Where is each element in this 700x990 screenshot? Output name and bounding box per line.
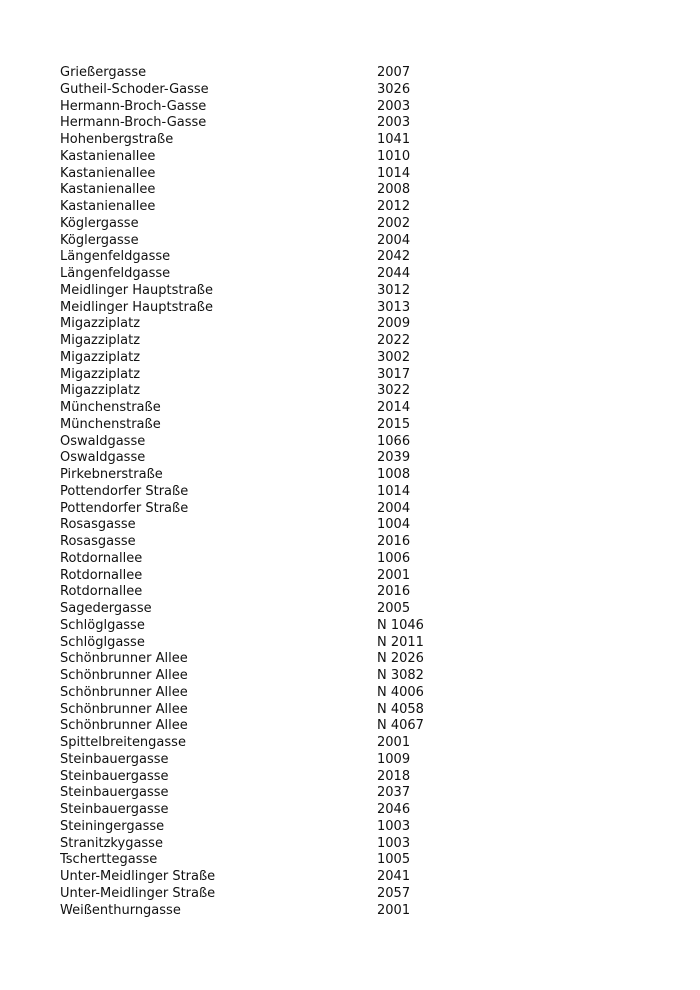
list-row (60, 115, 480, 132)
house-number: 1005 (377, 852, 411, 868)
street-name: Schönbrunner Allee (60, 668, 188, 683)
list-row (60, 132, 480, 149)
house-number: 2001 (377, 567, 411, 583)
house-number: N 1046 (377, 617, 424, 633)
house-number: 1003 (377, 818, 411, 834)
street-name: Pirkebnerstraße (60, 467, 163, 482)
list-row (60, 216, 480, 233)
house-number: 2057 (377, 885, 411, 901)
list-row (60, 534, 480, 551)
house-number: 2003 (377, 98, 411, 114)
street-name: Oswaldgasse (60, 450, 146, 466)
house-number: 2041 (377, 869, 411, 884)
list-row (60, 149, 480, 166)
street-name: Migazziplatz (60, 316, 141, 332)
street-name: Stranitzkygasse (60, 835, 163, 851)
list-row (60, 852, 480, 869)
list-row (60, 484, 480, 501)
street-name: Hermann-Broch-Gasse (60, 98, 207, 114)
street-name: Kastanienallee (60, 165, 156, 181)
house-number: 1010 (377, 148, 411, 164)
house-number: 1006 (377, 550, 411, 566)
house-number: 2004 (377, 232, 411, 248)
street-name: Kastanienallee (60, 199, 156, 214)
list-row (60, 417, 480, 434)
list-row (60, 199, 480, 216)
house-number: 2009 (377, 316, 411, 332)
house-number: N 2011 (377, 634, 424, 650)
house-number: 2016 (377, 584, 411, 600)
list-row (60, 283, 480, 300)
street-name: Kastanienallee (60, 182, 156, 198)
list-row (60, 182, 480, 199)
street-name: Spittelbreitengasse (60, 735, 186, 750)
house-number: 1014 (377, 483, 411, 499)
list-row (60, 752, 480, 769)
house-number: 1041 (377, 132, 411, 147)
house-number: 1014 (377, 165, 411, 181)
street-name: Sagedergasse (60, 601, 152, 616)
street-name: Schönbrunner Allee (60, 701, 188, 717)
list-row (60, 333, 480, 350)
list-row (60, 651, 480, 668)
house-number: 2012 (377, 199, 411, 214)
street-name: Unter-Meidlinger Straße (60, 869, 216, 884)
house-number: 2016 (377, 534, 411, 549)
street-name: Rotdornallee (60, 550, 143, 566)
list-row (60, 618, 480, 635)
list-row (60, 367, 480, 384)
street-name: Rosasgasse (60, 517, 136, 533)
list-row (60, 886, 480, 903)
house-number: N 4006 (377, 684, 424, 700)
list-row (60, 233, 480, 250)
list-row (60, 467, 480, 484)
house-number: 2014 (377, 400, 411, 415)
list-row (60, 316, 480, 333)
list-row (60, 65, 480, 82)
street-name: Rotdornallee (60, 584, 143, 600)
list-row (60, 836, 480, 853)
list-row (60, 635, 480, 652)
house-number: N 3082 (377, 668, 424, 683)
list-row (60, 718, 480, 735)
house-number: 2037 (377, 785, 411, 801)
house-number: 2007 (377, 65, 411, 80)
street-name: Steiningergasse (60, 818, 165, 834)
list-row (60, 869, 480, 886)
house-number: 2044 (377, 266, 411, 281)
street-name: Steinbauergasse (60, 768, 169, 784)
list-row (60, 601, 480, 618)
house-number: 2015 (377, 416, 411, 432)
street-name: Münchenstraße (60, 416, 161, 432)
list-row (60, 350, 480, 367)
street-name: Weißenthurngasse (60, 902, 181, 918)
street-name: Längenfeldgasse (60, 249, 171, 265)
house-number: 2004 (377, 500, 411, 516)
house-number: 1009 (377, 751, 411, 767)
list-row (60, 769, 480, 786)
street-name: Schönbrunner Allee (60, 684, 188, 700)
street-name: Pottendorfer Straße (60, 483, 189, 499)
house-number: 2005 (377, 601, 411, 616)
street-name: Rosasgasse (60, 534, 136, 549)
street-name: Schönbrunner Allee (60, 651, 188, 667)
list-row (60, 434, 480, 451)
house-number: 1004 (377, 517, 411, 533)
street-name: Kastanienallee (60, 148, 156, 164)
house-number: 2002 (377, 215, 411, 231)
house-number: 2001 (377, 735, 411, 750)
list-row (60, 735, 480, 752)
street-name: Migazziplatz (60, 349, 141, 365)
street-name: Steinbauergasse (60, 802, 169, 817)
street-name: Schlöglgasse (60, 634, 145, 650)
street-name: Münchenstraße (60, 400, 161, 415)
list-row (60, 819, 480, 836)
street-name: Köglergasse (60, 215, 139, 231)
street-name: Unter-Meidlinger Straße (60, 885, 216, 901)
street-name: Längenfeldgasse (60, 266, 171, 281)
house-number: N 4067 (377, 718, 424, 734)
list-row (60, 702, 480, 719)
house-number: 2022 (377, 333, 411, 348)
list-row (60, 383, 480, 400)
street-name: Tscherttegasse (60, 852, 158, 868)
list-row (60, 99, 480, 116)
house-number: 2018 (377, 768, 411, 784)
house-number: 3017 (377, 366, 411, 382)
list-row (60, 551, 480, 568)
list-row (60, 584, 480, 601)
street-name: Oswaldgasse (60, 433, 146, 449)
house-number: 3013 (377, 299, 411, 315)
house-number: 3002 (377, 349, 411, 365)
street-name: Köglergasse (60, 232, 139, 248)
house-number: 1008 (377, 467, 411, 482)
house-number: N 2026 (377, 651, 424, 667)
list-row (60, 400, 480, 417)
street-name: Meidlinger Hauptstraße (60, 299, 213, 315)
street-name: Steinbauergasse (60, 751, 169, 767)
list-row (60, 802, 480, 819)
street-name: Grießergasse (60, 65, 147, 80)
street-name: Pottendorfer Straße (60, 500, 189, 516)
street-name: Rotdornallee (60, 567, 143, 583)
house-number: N 4058 (377, 701, 424, 717)
house-number: 2003 (377, 115, 411, 131)
list-row (60, 501, 480, 518)
list-row (60, 517, 480, 534)
house-number: 3026 (377, 81, 411, 97)
house-number: 2008 (377, 182, 411, 198)
street-name: Hermann-Broch-Gasse (60, 115, 207, 131)
house-number: 1066 (377, 433, 411, 449)
house-number: 2046 (377, 802, 411, 817)
street-name: Steinbauergasse (60, 785, 169, 801)
list-row (60, 450, 480, 467)
list-row (60, 166, 480, 183)
street-name: Gutheil-Schoder-Gasse (60, 81, 209, 97)
list-row (60, 785, 480, 802)
house-number: 2001 (377, 902, 411, 918)
street-name: Meidlinger Hauptstraße (60, 282, 213, 298)
list-row (60, 685, 480, 702)
list-row (60, 668, 480, 685)
street-name: Hohenbergstraße (60, 132, 174, 147)
list-row (60, 300, 480, 317)
street-name: Schönbrunner Allee (60, 718, 188, 734)
house-number: 1003 (377, 835, 411, 851)
street-name: Migazziplatz (60, 333, 141, 348)
street-name: Migazziplatz (60, 383, 141, 399)
street-name: Migazziplatz (60, 366, 141, 382)
house-number: 3012 (377, 282, 411, 298)
list-row (60, 249, 480, 266)
house-number: 2039 (377, 450, 411, 466)
street-number-list (60, 65, 480, 919)
list-row (60, 568, 480, 585)
house-number: 2042 (377, 249, 411, 265)
list-row (60, 266, 480, 283)
street-name: Schlöglgasse (60, 617, 145, 633)
list-row (60, 903, 480, 920)
list-row (60, 82, 480, 99)
house-number: 3022 (377, 383, 411, 399)
